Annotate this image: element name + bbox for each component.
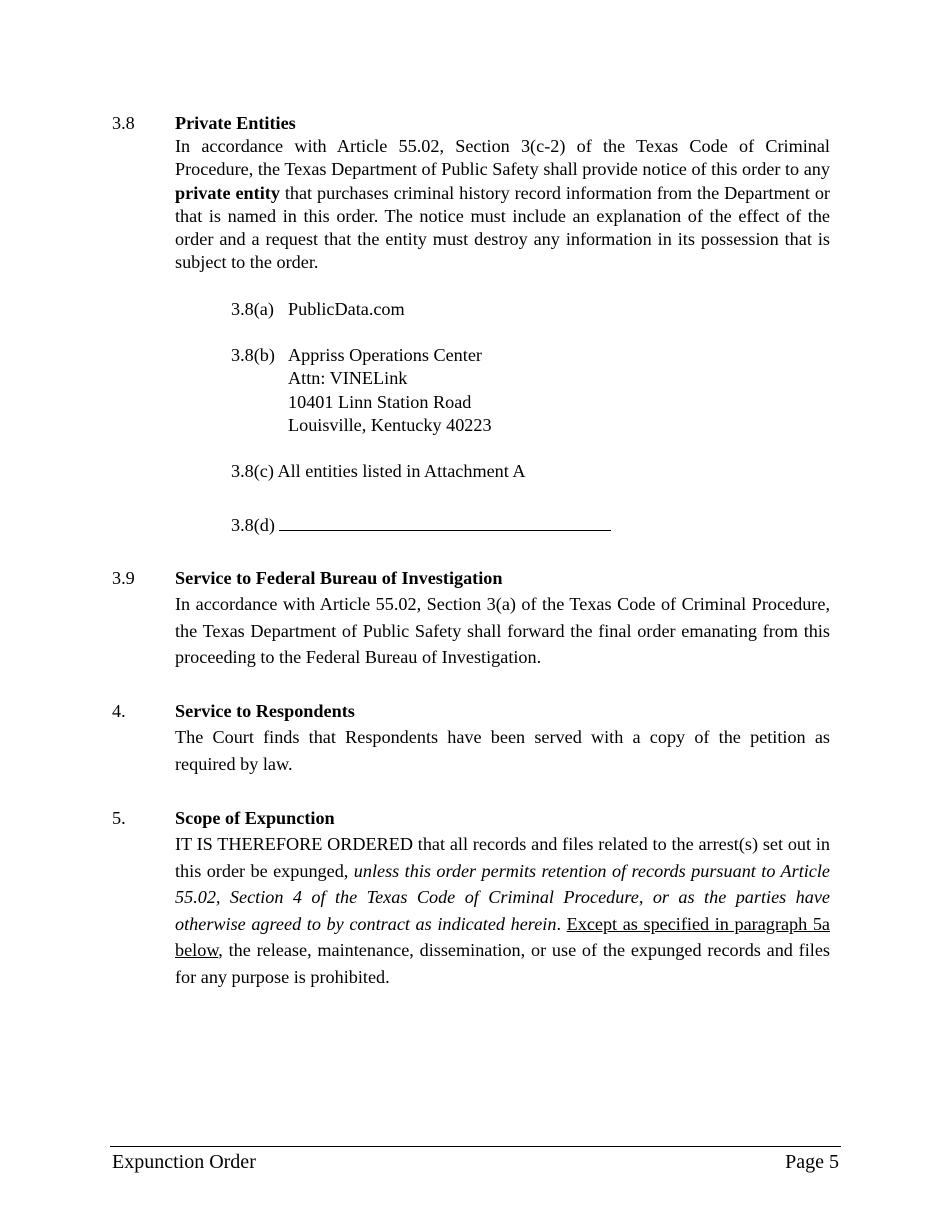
- section-number-3-8: 3.8: [112, 113, 135, 133]
- section-number-3-9: 3.9: [112, 568, 135, 588]
- section-number-5: 5.: [112, 808, 126, 828]
- item-3-8a-label: 3.8(a): [231, 299, 274, 319]
- item-3-8d: [231, 514, 611, 537]
- item-3-8d-label: 3.8(d): [231, 515, 275, 535]
- item-3-8c: 3.8(c) All entities listed in Attachment A: [231, 461, 526, 481]
- address-line: Appriss Operations Center: [288, 345, 482, 365]
- footer-title: Expunction Order: [112, 1151, 256, 1173]
- section-4-body: The Court finds that Respondents have been served with a copy of the petition as required by law.: [175, 727, 830, 774]
- address-line: Louisville, Kentucky 40223: [288, 414, 492, 435]
- section-3-8-body: [175, 135, 830, 275]
- address-line: Attn: VINELink: [288, 368, 408, 389]
- footer-divider: [110, 1146, 841, 1147]
- section-heading-respondents: Service to Respondents: [175, 701, 355, 721]
- item-3-8b-label: 3.8(b): [231, 345, 275, 365]
- item-3-8b-address: [288, 344, 492, 437]
- section-5-body: [175, 831, 830, 991]
- underlined-clause: Except as specified in paragraph 5a below: [175, 913, 831, 961]
- bold-term-private-entity: private entity: [175, 182, 280, 203]
- section-3-8: [175, 112, 830, 275]
- body-text: In accordance with Article 55.02, Section 3(c-2) of the Texas Code of Criminal Procedure, the Texas Department of Public Safety shall provide notice of this order to any: [175, 136, 830, 180]
- section-5: [175, 807, 830, 991]
- item-3-8a-text: PublicData.com: [288, 299, 405, 319]
- section-heading-private-entities: Private Entities: [175, 113, 296, 133]
- body-text: IT IS THEREFORE ORDERED that all records and files related to the arrest(s) set out in this order be expunged,: [175, 834, 830, 881]
- address-line: 10401 Linn Station Road: [288, 391, 472, 412]
- footer-page-number: Page 5: [785, 1151, 839, 1173]
- italic-clause: unless this order permits retention of records pursuant to Article 55.02, Section 4 of the Texas Code of Criminal Procedure, or as the parties have otherwise agreed to by contract as indicated herein: [175, 860, 830, 934]
- section-3-9-body: In accordance with Article 55.02, Section 3(a) of the Texas Code of Criminal Procedure, the Texas Department of Public Safety shall forward the final order emanating from this proceeding to the Federal Bureau of Investigation.: [175, 594, 830, 668]
- section-number-4: 4.: [112, 701, 126, 721]
- section-heading-scope: Scope of Expunction: [175, 808, 335, 828]
- body-text: .: [556, 913, 567, 934]
- section-3-9: [175, 567, 830, 671]
- section-4: [175, 700, 830, 777]
- body-text: , the release, maintenance, dissemination, or use of the expunged records and files for any purpose is prohibited.: [175, 940, 830, 987]
- body-text: that purchases criminal history record information from the Department or that is named in this order. The notice must include an explanation of the effect of the order and a request that the entity must destroy any information in its possession that is subject to the order.: [175, 182, 830, 273]
- blank-fill-line: [279, 514, 611, 531]
- section-heading-fbi: Service to Federal Bureau of Investigation: [175, 568, 503, 588]
